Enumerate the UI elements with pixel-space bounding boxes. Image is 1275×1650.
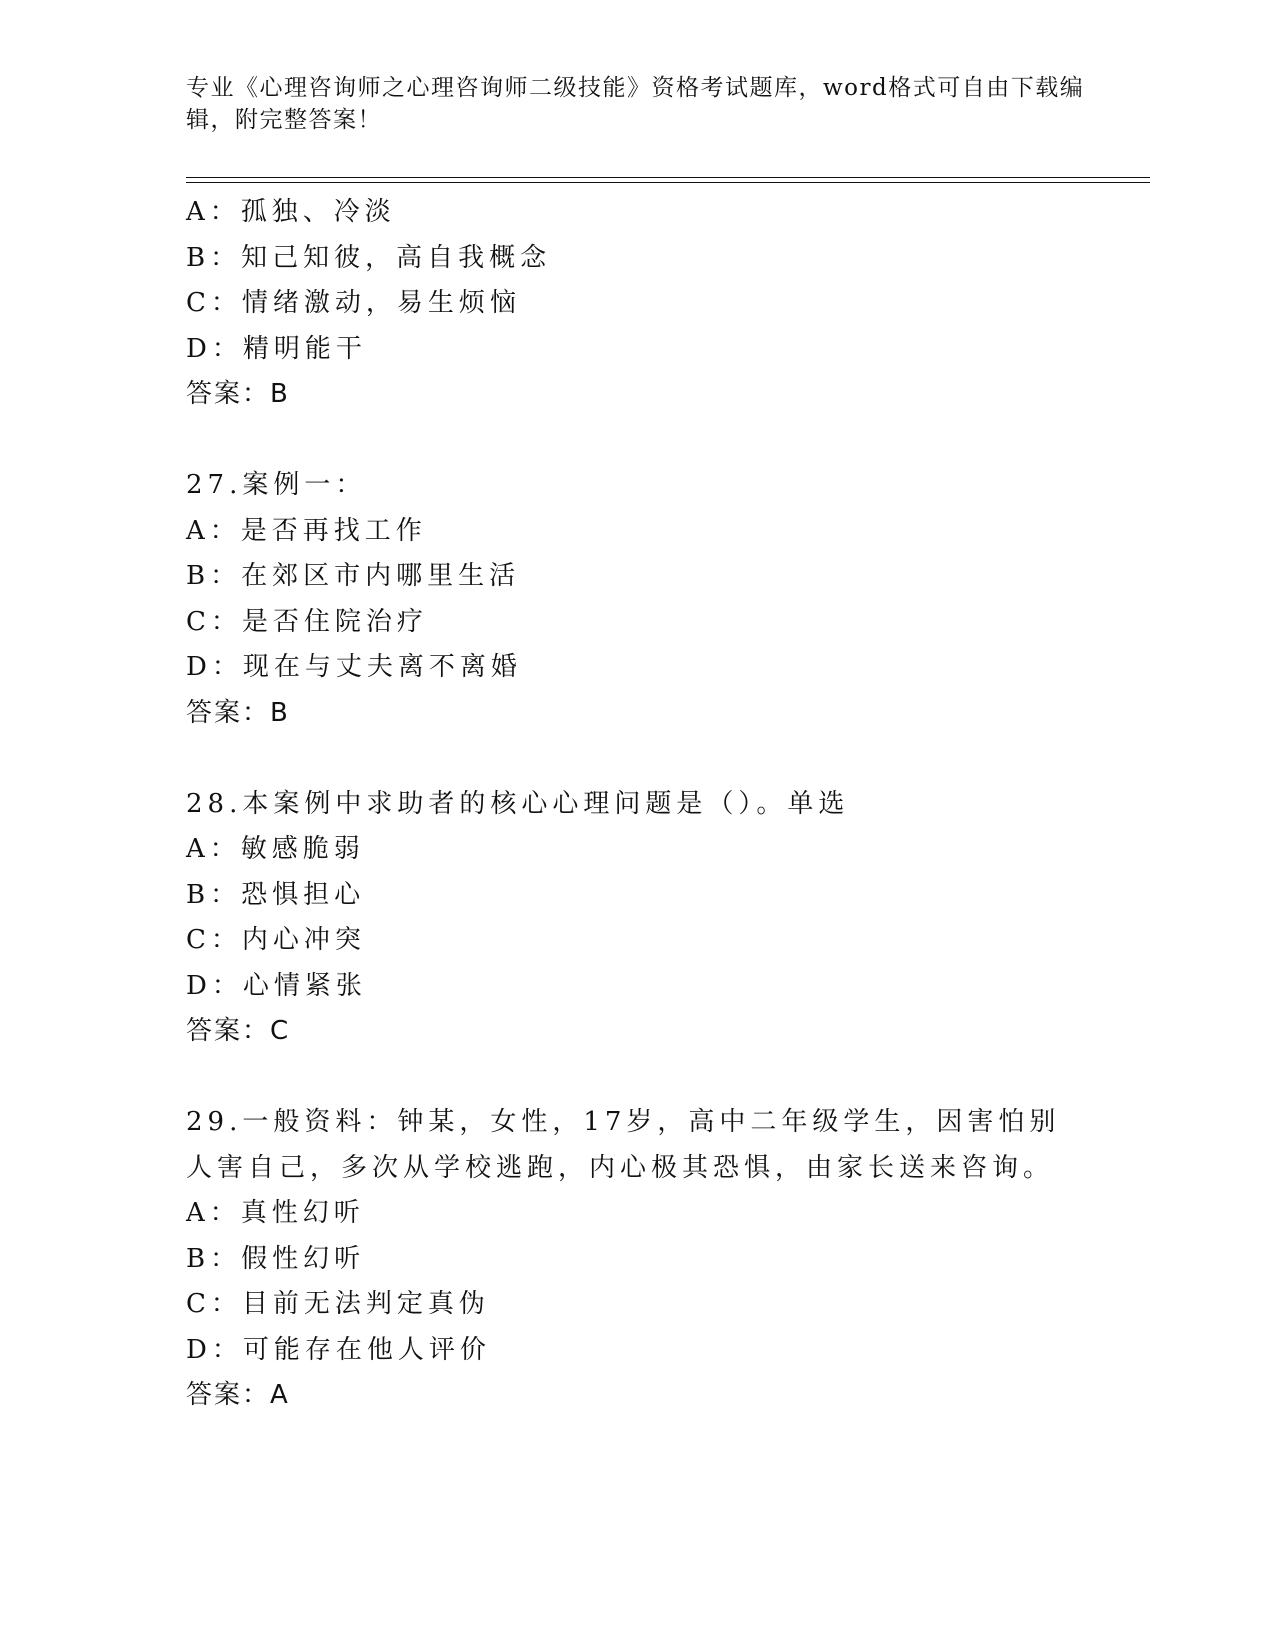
block-spacer [186, 1055, 1086, 1101]
option-d: D：心情紧张 [186, 970, 367, 1001]
option-a: A：是否再找工作 [186, 515, 427, 546]
option-c: C：情绪激动，易生烦恼 [186, 288, 521, 318]
option-b: B：恐惧担心 [186, 879, 366, 910]
block-spacer [186, 736, 1086, 782]
header-rule-bottom [186, 182, 1150, 183]
question-block-28 [186, 782, 1086, 1055]
option-c: C：是否住院治疗 [186, 606, 428, 637]
option-a: A：敏感脆弱 [186, 834, 365, 864]
option-d: D：可能存在他人评价 [186, 1334, 491, 1365]
question-list [186, 190, 1086, 1419]
option-c: C：内心冲突 [186, 925, 366, 955]
option-b: B：假性幻听 [186, 1243, 366, 1274]
option-c: C：目前无法判定真伪 [186, 1289, 490, 1319]
option-b: B：知己知彼，高自我概念 [186, 242, 552, 273]
question-text: 28.本案例中求助者的核心心理问题是（）。单选 [186, 788, 850, 819]
question-text: 29.一般资料：钟某，女性，17岁，高中二年级学生，因害怕别人害自己，多次从学校逃跑，内心极其恐惧，由家长送来咨询。 [186, 1107, 1061, 1183]
option-b: B：在郊区市内哪里生活 [186, 561, 521, 591]
document-header: 专业《心理咨询师之心理咨询师二级技能》资格考试题库，word格式可自由下载编辑，附完整答案！ [186, 75, 1085, 133]
block-spacer [186, 418, 1086, 464]
header-rule-top [186, 177, 1150, 178]
question-block-26 [186, 190, 1086, 418]
answer-line: 答案：A [186, 1380, 290, 1410]
option-a: A：孤独、冷淡 [186, 197, 396, 227]
option-d: D：精明能干 [186, 333, 367, 364]
answer-line: 答案：B [186, 697, 290, 728]
option-d: D：现在与丈夫离不离婚 [186, 652, 522, 682]
option-a: A：真性幻听 [186, 1198, 365, 1228]
question-block-29 [186, 1100, 1086, 1419]
question-text: 27.案例一： [186, 470, 367, 500]
question-block-27 [186, 463, 1086, 736]
answer-line: 答案：B [186, 379, 290, 409]
answer-line: 答案：C [186, 1016, 291, 1046]
